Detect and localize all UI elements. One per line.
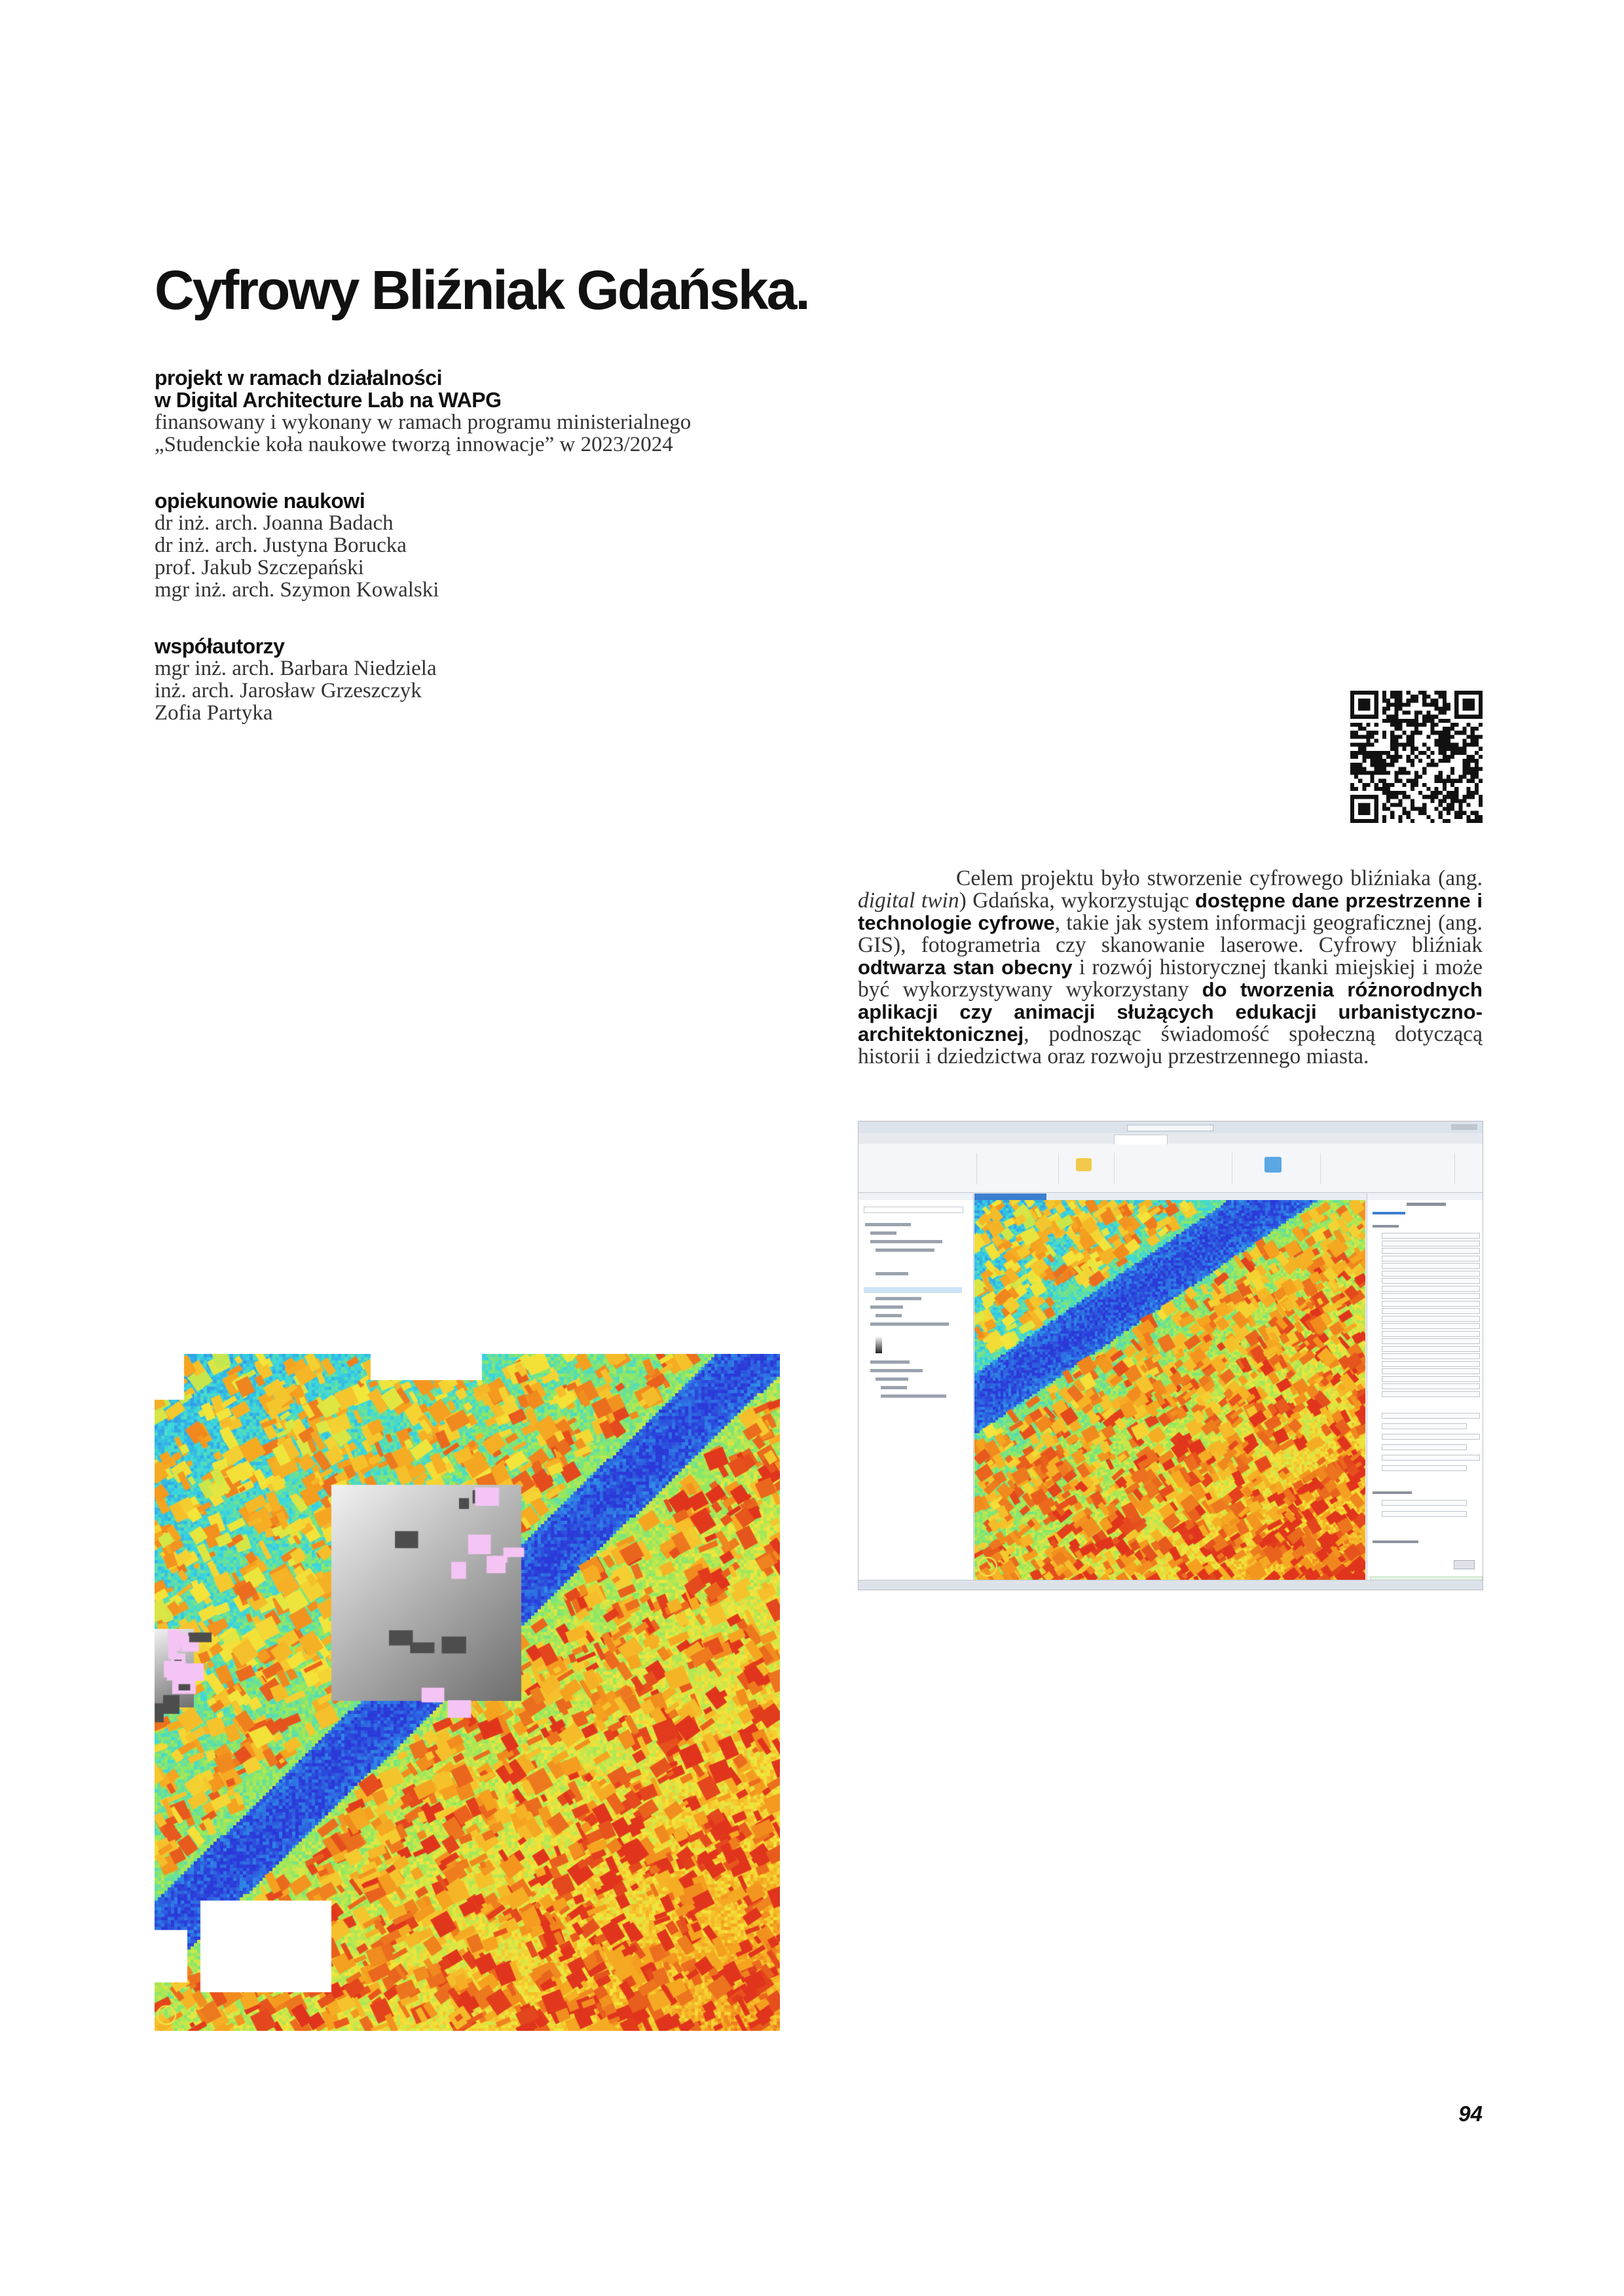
list-item [1382, 1331, 1480, 1337]
app-ribbon [858, 1133, 1483, 1193]
list-item [1382, 1233, 1480, 1239]
term-digital-twin: digital twin [858, 888, 959, 913]
project-info [155, 367, 744, 456]
supervisor-name: dr inż. arch. Joanna Badach [155, 511, 394, 535]
supervisor-name: mgr inż. arch. Szymon Kowalski [155, 578, 439, 602]
highlight-data-tech: dostępne dane przestrzenne i technologie cyfrowe [858, 889, 1483, 934]
project-description: Celem projektu było stworzenie cyfrowego bliźniaka (ang. digital twin) Gdańska, wykorzystując dostępne dane przestrzenne i technologie cyfrowe, takie jak system informacji geograficznej (ang. GIS), fotogrametria czy skanowanie laserowe. Cyfrowy bliźniak odtwarza stan obecny i rozwój historycznej tkanki miejskiej i może być wykorzystywany wykorzystany do tworzenia różnorodnych aplikacji czy animacji służących edukacji urbanistyczno-architektonicznej, podnosząc świadomość społeczną dotyczącą historii i dziedzictwa oraz rozwoju przestrzennego miasta. [858, 866, 1483, 1068]
list-item [1382, 1323, 1480, 1329]
qr-code[interactable] [1350, 691, 1483, 823]
list-item [1382, 1248, 1480, 1254]
list-item [1382, 1241, 1480, 1247]
list-item [1382, 1376, 1480, 1382]
list-item [1382, 1346, 1480, 1352]
list-item [1382, 1423, 1467, 1429]
highlight-applications: do tworzenia różnorodnych aplikacji czy animacji służących edukacji urbanistyczno-architektonicznej [858, 978, 1483, 1046]
list-item [1382, 1353, 1480, 1359]
supervisor-name: dr inż. arch. Justyna Borucka [155, 534, 407, 557]
coauthors-section [155, 635, 744, 724]
coauthor-name: Zofia Partyka [155, 701, 273, 725]
project-line-2: „Studenckie koła naukowe tworzą innowacje” w 2023/2024 [155, 433, 673, 456]
list-item [1382, 1271, 1480, 1277]
highlight-current-state: odtwarza stan obecny [858, 956, 1073, 979]
list-item [1382, 1455, 1480, 1461]
list-item [1382, 1434, 1480, 1440]
list-item [1382, 1286, 1480, 1292]
coauthors-heading: współautorzy [155, 634, 285, 658]
list-item [1382, 1263, 1480, 1269]
list-item [1382, 1338, 1480, 1344]
project-line-1: finansowany i wykonany w ramach programu ministerialnego [155, 410, 692, 434]
status-bar [858, 1580, 1483, 1590]
app-titlebar [858, 1121, 1483, 1134]
list-item [1382, 1361, 1480, 1367]
list-item [1382, 1368, 1480, 1374]
lidar-elevation-map-view [974, 1200, 1365, 1580]
map-view[interactable] [974, 1194, 1365, 1580]
list-item [1382, 1278, 1480, 1284]
list-item [1382, 1391, 1480, 1397]
project-heading-line-1: projekt w ramach działalności [155, 366, 442, 390]
supervisors-heading: opiekunowie naukowi [155, 489, 365, 513]
list-item [1382, 1293, 1480, 1299]
list-item [1382, 1316, 1480, 1322]
supervisors-section [155, 490, 744, 601]
list-item [1382, 1383, 1480, 1389]
supervisor-name: prof. Jakub Szczepański [155, 556, 364, 579]
contents-pane [858, 1194, 974, 1580]
lidar-elevation-map [155, 1354, 780, 2031]
list-item [1382, 1256, 1480, 1262]
geoprocessing-pane [1367, 1194, 1483, 1580]
coauthor-name: inż. arch. Jarosław Grzeszczyk [155, 679, 422, 702]
project-heading-line-2: w Digital Architecture Lab na WAPG [155, 388, 502, 412]
list-item [1382, 1413, 1480, 1419]
page-title: Cyfrowy Bliźniak Gdańska. [155, 259, 809, 321]
page-number: 94 [1458, 2102, 1483, 2126]
list-item [1382, 1444, 1467, 1450]
coauthor-name: mgr inż. arch. Barbara Niedziela [155, 657, 437, 680]
list-item [1382, 1465, 1467, 1471]
list-item [1382, 1308, 1480, 1314]
gis-software-screenshot [858, 1121, 1483, 1590]
list-item [1382, 1301, 1480, 1307]
